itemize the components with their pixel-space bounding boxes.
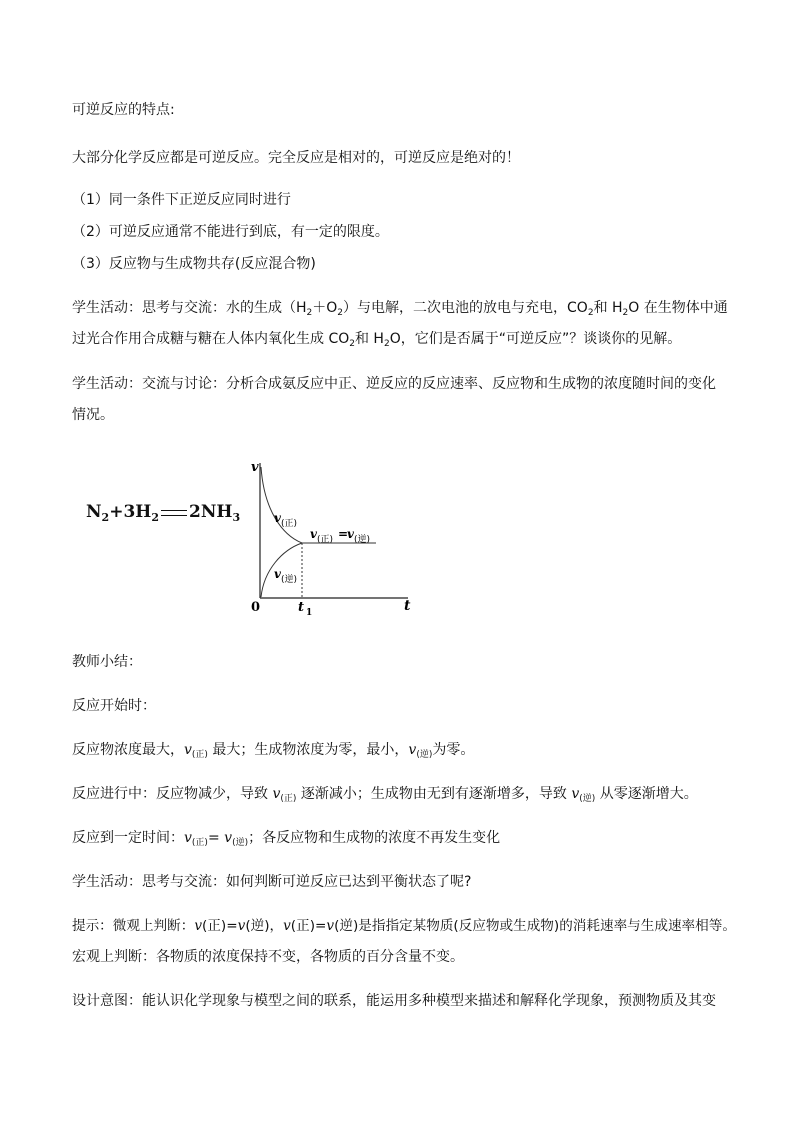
summary-equilibrium xyxy=(72,828,500,853)
summary-start-detail xyxy=(72,740,474,765)
text: v xyxy=(571,786,580,802)
text: 和 H xyxy=(354,331,384,347)
text: ）与电解，二次电池的放电与充电，CO xyxy=(343,300,588,316)
text: v xyxy=(408,742,417,758)
paragraph-activity-1-line2 xyxy=(72,329,681,354)
text: 逐渐减小；生成物由无到有逐渐增多，导致 xyxy=(296,786,572,802)
eq-product-sub: 3 xyxy=(232,511,241,524)
sub: 2 xyxy=(587,308,594,318)
list-item-1: （1）同一条件下正逆反应同时进行 xyxy=(72,192,291,208)
text: 过光合作用合成糖与糖在人体内氧化生成 CO xyxy=(72,331,350,347)
sub: 2 xyxy=(622,308,629,318)
t1-sub-label: 1 xyxy=(306,608,313,618)
summary-start: 反应开始时： xyxy=(72,698,156,714)
paragraph-activity-1-line1 xyxy=(72,298,728,323)
sub: (正) xyxy=(191,750,208,760)
text: (逆)， xyxy=(245,918,284,934)
teacher-summary-heading: 教师小结： xyxy=(72,654,142,670)
x-axis-label: t xyxy=(404,598,411,614)
text: v xyxy=(326,918,335,934)
eq-label-sub1: (正) xyxy=(317,535,334,545)
text: v xyxy=(224,830,233,846)
hint-macro: 宏观上判断：各物质的浓度保持不变，各物质的百分含量不变。 xyxy=(72,949,464,965)
rate-time-graph xyxy=(240,455,420,620)
reverse-rate-curve xyxy=(261,543,302,597)
eq-h: +3H xyxy=(109,502,152,522)
text: v xyxy=(184,830,192,846)
design-intent: 设计意图：能认识化学现象与模型之间的联系，能运用多种模型来描述和解释化学现象，预测物质及其变 xyxy=(72,993,716,1009)
text: ；各反应物和生成物的浓度不再发生变化 xyxy=(248,830,501,846)
text: O，它们是否属于“可逆反应”？谈谈你的见解。 xyxy=(389,331,682,347)
eq-n: N xyxy=(86,502,102,522)
origin-label: 0 xyxy=(251,600,261,615)
list-item-3: （3）反应物与生成物共存(反应混合物) xyxy=(72,256,316,272)
ammonia-equation xyxy=(86,502,240,524)
text: ＋O xyxy=(312,300,338,316)
reversible-arrow-icon xyxy=(161,508,187,518)
summary-progress xyxy=(72,784,698,809)
text: 提示：微观上判断： xyxy=(72,918,195,934)
heading-reversible-features: 可逆反应的特点: xyxy=(72,102,175,118)
eq-product: 2NH xyxy=(189,502,233,522)
list-item-2: （2）可逆反应通常不能进行到底，有一定的限度。 xyxy=(72,224,389,240)
text: (正)= xyxy=(290,918,327,934)
paragraph-intro: 大部分化学反应都是可逆反应。完全反应是相对的，可逆反应是绝对的！ xyxy=(72,150,520,166)
eq-label-sub2: (逆) xyxy=(354,535,371,545)
sub: (逆) xyxy=(579,794,596,804)
activity-3: 学生活动：思考与交流：如何判断可逆反应已达到平衡状态了呢? xyxy=(72,874,472,890)
sub: (逆) xyxy=(416,750,433,760)
eq-label-equals: = xyxy=(338,527,349,541)
reverse-label-sub: (逆) xyxy=(281,575,298,585)
text: 最大；生成物浓度为零，最小， xyxy=(207,742,409,758)
text: (逆)是指指定某物质(反应物或生成物)的消耗速率与生成速率相等。 xyxy=(334,918,736,934)
y-axis-label: v xyxy=(251,460,259,475)
text: (正)= xyxy=(202,918,238,934)
t1-label: t xyxy=(298,600,305,615)
paragraph-activity-2-line2: 情况。 xyxy=(72,407,114,423)
text: v xyxy=(237,918,246,934)
sub: 2 xyxy=(306,308,313,318)
text: v xyxy=(184,742,192,758)
text: 反应到一定时间： xyxy=(72,830,184,846)
sub: (逆) xyxy=(232,838,249,848)
eq-n-sub: 2 xyxy=(101,511,110,524)
forward-label-v: v xyxy=(274,511,281,525)
text: 为零。 xyxy=(432,742,475,758)
text: 反应物浓度最大， xyxy=(72,742,184,758)
reverse-label-v: v xyxy=(274,567,281,581)
paragraph-activity-2-line1: 学生活动：交流与讨论：分析合成氨反应中正、逆反应的反应速率、反应物和生成物的浓度随时间的变化 xyxy=(72,376,716,392)
forward-label-sub: (正) xyxy=(281,519,298,529)
text: v xyxy=(272,786,281,802)
text: v xyxy=(194,918,203,934)
eq-label-v2: v xyxy=(347,527,354,541)
text: = xyxy=(207,830,225,846)
text: 学生活动：思考与交流：水的生成（H xyxy=(72,300,307,316)
text: 从零逐渐增大。 xyxy=(595,786,698,802)
text: 反应进行中：反应物减少，导致 xyxy=(72,786,273,802)
sub: (正) xyxy=(280,794,297,804)
sub: 2 xyxy=(337,308,344,318)
sub: 2 xyxy=(383,339,390,349)
text: v xyxy=(283,918,291,934)
text: O 在生物体中通 xyxy=(628,300,728,316)
sub: (正) xyxy=(191,838,208,848)
text: 和 H xyxy=(593,300,623,316)
eq-h-sub: 2 xyxy=(151,511,159,524)
eq-label-v1: v xyxy=(310,527,317,541)
hint-micro xyxy=(72,916,736,936)
sub: 2 xyxy=(349,339,355,349)
forward-rate-curve xyxy=(261,467,302,543)
